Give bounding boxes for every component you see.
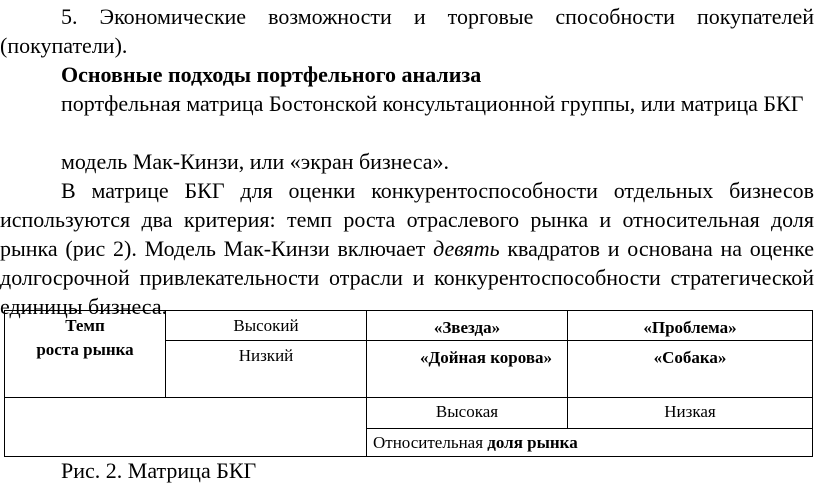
- bcg-matrix-table: [4, 310, 813, 457]
- section-heading: Основные подходы портфельного анализа: [61, 62, 482, 87]
- growth-high-label: Высокий: [166, 311, 367, 341]
- table-row-share-levels: [5, 398, 813, 429]
- paragraph-bcg-matrix: портфельная матрица Бостонской консультационной группы, или матрица БКГ: [61, 91, 804, 116]
- quadrant-dog: «Собака»: [568, 341, 813, 398]
- quadrant-cash-cow: «Дойная корова»: [367, 341, 568, 398]
- paragraph-bcg-description: В матрице БКГ для оценки конкурентоспособности отдельных бизнесов используются два критерия: темп роста отраслевого рынка и относительная доля рынка (рис 2). Модель Мак-Кинзи включает девять квадратов и основана на оценке долгосрочной привлекательности отрасли и конкурентоспособности стратегической единицы бизнеса.: [0, 178, 814, 319]
- empty-corner-cell: [5, 398, 367, 457]
- growth-low-label: Низкий: [166, 341, 367, 398]
- quadrant-star: «Звезда»: [367, 311, 568, 341]
- share-low-label: Низкая: [568, 398, 813, 429]
- share-high-label: Высокая: [367, 398, 568, 429]
- table-row-high-growth: [5, 311, 813, 341]
- paragraph-economic-opportunities: 5. Экономические возможности и торговые способности покупателей (покупатели).: [0, 4, 814, 58]
- figure-caption: Рис. 2. Матрица БКГ: [61, 458, 257, 483]
- paragraph-mckinsey-model: модель Мак-Кинзи, или «экран бизнеса».: [61, 149, 450, 174]
- emphasis-nine: девять: [433, 236, 500, 261]
- quadrant-problem: «Проблема»: [568, 311, 813, 341]
- market-share-axis-label: Относительная доля рынка: [367, 429, 813, 457]
- growth-rate-axis-label: Темп роста рынка: [5, 311, 166, 398]
